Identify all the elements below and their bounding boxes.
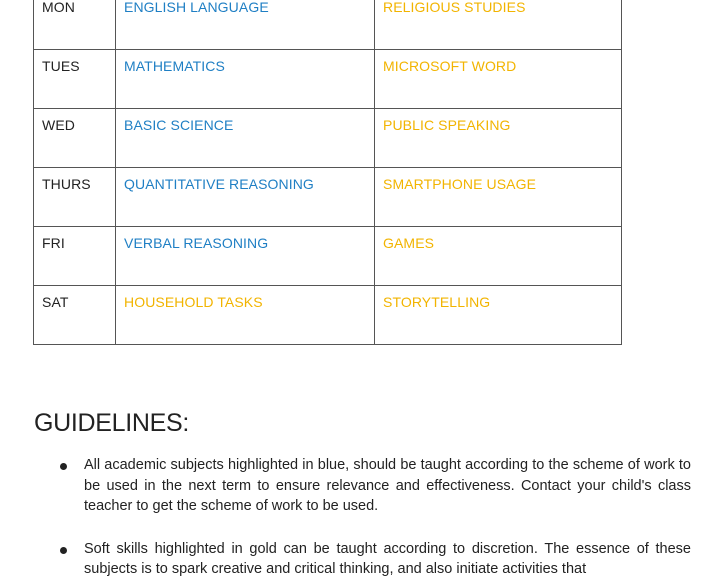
table-row xyxy=(34,227,622,286)
subject-cell: VERBAL REASONING xyxy=(116,227,375,286)
bullet-icon xyxy=(60,463,67,470)
list-item xyxy=(0,455,720,517)
subject-cell: SMARTPHONE USAGE xyxy=(375,168,622,227)
table-row xyxy=(34,168,622,227)
table-row xyxy=(34,50,622,109)
guidelines-list xyxy=(0,455,720,580)
table-row xyxy=(34,0,622,50)
subject-cell: PUBLIC SPEAKING xyxy=(375,109,622,168)
subject-cell: STORYTELLING xyxy=(375,286,622,345)
day-cell: WED xyxy=(34,109,116,168)
subject-cell: GAMES xyxy=(375,227,622,286)
subject-cell: QUANTITATIVE REASONING xyxy=(116,168,375,227)
subject-cell: ENGLISH LANGUAGE xyxy=(116,0,375,50)
day-cell: THURS xyxy=(34,168,116,227)
table-row xyxy=(34,286,622,345)
section-heading: GUIDELINES: xyxy=(34,409,190,437)
list-item xyxy=(0,539,720,580)
table-row xyxy=(34,109,622,168)
bullet-icon xyxy=(60,547,67,554)
day-cell: MON xyxy=(34,0,116,50)
timetable xyxy=(33,0,622,345)
day-cell: SAT xyxy=(34,286,116,345)
list-item-text: All academic subjects highlighted in blue, should be taught according to the scheme of work to be used in the next term to ensure relevance and effectiveness. Contact your child's class teacher to get the scheme of work to be used. xyxy=(84,457,691,514)
subject-cell: MATHEMATICS xyxy=(116,50,375,109)
day-cell: TUES xyxy=(34,50,116,109)
subject-cell: BASIC SCIENCE xyxy=(116,109,375,168)
day-cell: FRI xyxy=(34,227,116,286)
subject-cell: MICROSOFT WORD xyxy=(375,50,622,109)
list-item-text: Soft skills highlighted in gold can be taught according to discretion. The essence of these subjects is to spark creative and critical thinking, and also initiate activities that xyxy=(84,540,691,577)
subject-cell: HOUSEHOLD TASKS xyxy=(116,286,375,345)
subject-cell: RELIGIOUS STUDIES xyxy=(375,0,622,50)
